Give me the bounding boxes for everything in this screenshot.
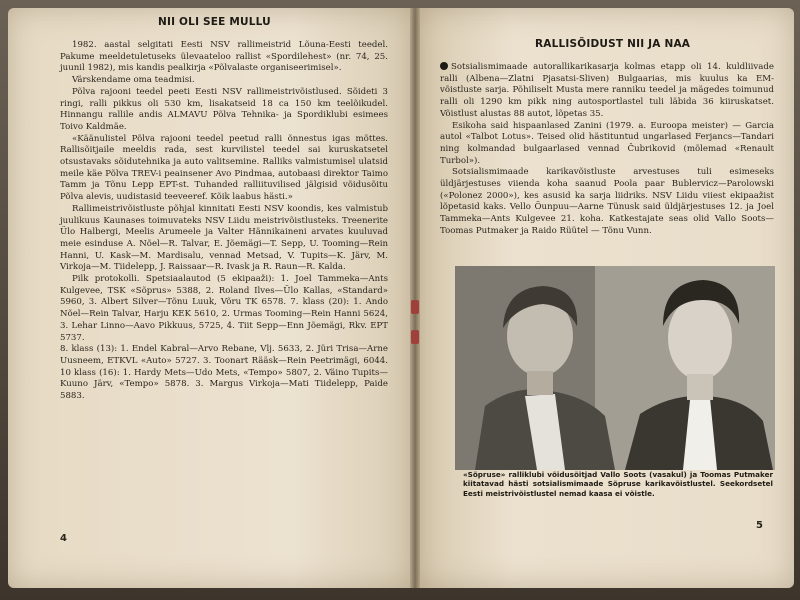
paragraph: 8. klass (13): 1. Endel Kabral—Arvo Rebane, Vlj. 5633, 2. Jüri Trisa—Arne Uusneem, ETKVL «Auto» 5727. 3. Toonart Rääsk—Rein Peetrimägi, 6044. 10 klass (16): 1. Hardy Mets—Udo Mets, «Tempo» 5807, 2. Väino Tupits—Kuuno Järv, «Tempo» 5878. 3. Margus Virkoja—Mati Tiidelepp, Paide 5883. <box>60 344 388 402</box>
left-page-body <box>60 40 388 403</box>
page-number-right: 5 <box>756 520 763 531</box>
paragraph: 1982. aastal selgitati Eesti NSV rallimeistrid Lõuna-Eesti teedel. Pakume meeldetuletuseks ülevaateloo rallist «Spordilehest» (nr. 74, 25. juunil 1982), mis kandis pealkirja «Põlvalaste organiseerimisel». <box>60 40 388 74</box>
paragraph: Pilk protokolli. Spetsiaalautod (5 ekipaaži): 1. Joel Tammeka—Ants Kulgevee, TSK «Sõprus» 5388, 2. Roland Ilves—Ülo Kallas, «Standard» 5960, 3. Albert Silver—Tõnu Luuk, Võru TK 6578. 7. klass (20): 1. Ando Nõel—Rein Talvar, Harju KEK 5610, 2. Urmas Tooming—Rein Hanni 5624, 3. Lehar Linno—Aavo Pikkuus, 5725, 4. Tiit Sepp—Enn Jõemägi, Rkv. EPT 5737. <box>60 274 388 343</box>
photo-illustration <box>455 266 775 470</box>
paragraph <box>440 62 774 121</box>
spine-staple <box>411 300 419 314</box>
photo-two-rally-drivers <box>455 266 775 470</box>
paragraph-text: Sotsialismimaade autorallikarikasarja kolmas etapp oli 14. kuldliivade ralli (Albena—Zlatni Pjasatsi-Sliven) Bulgaarias, mis kuulus ka EM-võistluste sarja. Põhiliselt Musta mere ranniku teedel ja mägedes toimunud ralli oli 1290 km pikk ning autosportlastel tuli läbida 36 kiiruskatset. Võistlust alustas 88 autot, lõpetas 35. <box>440 62 774 119</box>
paragraph: «Käänulistel Põlva rajooni teedel peetud ralli õnnestus igas mõttes. Rallisõitjaile meeldis rada, sest kurvilistel teedel sai kuruskatsetel otsustavaks sõidutehnika ja auto valitsemine. Ralliks valmistumisel ulatsid meile käe Põlva TREV-i peainsener Avo Pindmaa, autobaasi direktor Taimo Tamm ja Tõnu Lepp EPT-st. Tuhanded ralliituvilised jälgisid võidusõitu Põlva alevis, uudistasid teeveeref. Kõik laabus hästi.» <box>60 133 388 203</box>
paragraph: Värskendame oma teadmisi. <box>72 75 195 86</box>
booklet-spine <box>410 8 420 588</box>
page-number-left: 4 <box>60 533 67 544</box>
right-page-heading: RALLISÕIDUST NII JA NAA <box>535 38 691 50</box>
paragraph: Rallimeistrivõistluste põhjal kinnitati Eesti NSV koondis, kes valmistub juulikuus Kaunases toimuvateks NSV Liidu meistrivõistlusteks. Treenerite Ülo Halbergi, Meelis Arumeele ja Valter Hännikaineni arvates kuuluvad meie esinduse A. Nõel—R. Talvar, E. Jõemägi—T. Sepp, U. Tooming—Rein Hanni, U. Kask—M. Mardisalu, vennad Metsad, V. Tupits—K. Järv, M. Virkoja—M. Tiidelepp, J. Raissaar—R. Ivask ja R. Raun—R. Kalda. <box>60 203 388 273</box>
paragraph: Sotsialismimaade karikavõistluste arvestuses tuli esimeseks üldjärjestuses viienda koha saanud Poola paar Bublervicz—Parolowski («Polonez 2000»), kes asusid ka sarja liidriks. NSV Liidu viiest ekipaažist lõpetasid kaks. Vello Õunpuu—Aarne Tünusk said üldjärjestuses 12. ja Joel Tammeka—Ants Kulgevee 21. koha. Katkestajate seas olid Vallo Soots—Toomas Putmaker ja Raido Rüütel — Tõnu Vunn. <box>440 167 774 236</box>
right-page-body <box>440 62 774 238</box>
left-page-heading: NII OLI SEE MULLU <box>158 16 271 28</box>
spine-staple <box>411 330 419 344</box>
photo-caption: «Sõpruse» ralliklubi võidusõitjad Vallo Soots (vasakul) ja Toomas Putmaker kiitatavad hästi sotsialismimaade Sõpruse karikavõistlustel. Seekordsetel Eesti meistrivõistlustel nemad kaasa ei võistle. <box>463 470 773 498</box>
bullet-icon <box>440 62 448 70</box>
paragraph: Esikoha said hispaanlased Zanini (1979. a. Euroopa meister) — Garcia autol «Talbot Lotus». Teised olid hästituntud ungarlased Ferjancs—Tandari ning kolmandad bulgaarlased vennad Čubrikovid (mõlemad «Renault Turbol»). <box>440 120 774 166</box>
paragraph: Põlva rajooni teedel peeti Eesti NSV rallimeistrivõistlused. Sõideti 3 ringi, ralli pikkus oli 530 km, lisakatseid 18 ca 150 km teelõikudel. Hinnangu rallile andis ALMAVU Põlva Tehnika- ja Spordiklubi esimees Toivo Kaldmäe. <box>60 86 388 132</box>
